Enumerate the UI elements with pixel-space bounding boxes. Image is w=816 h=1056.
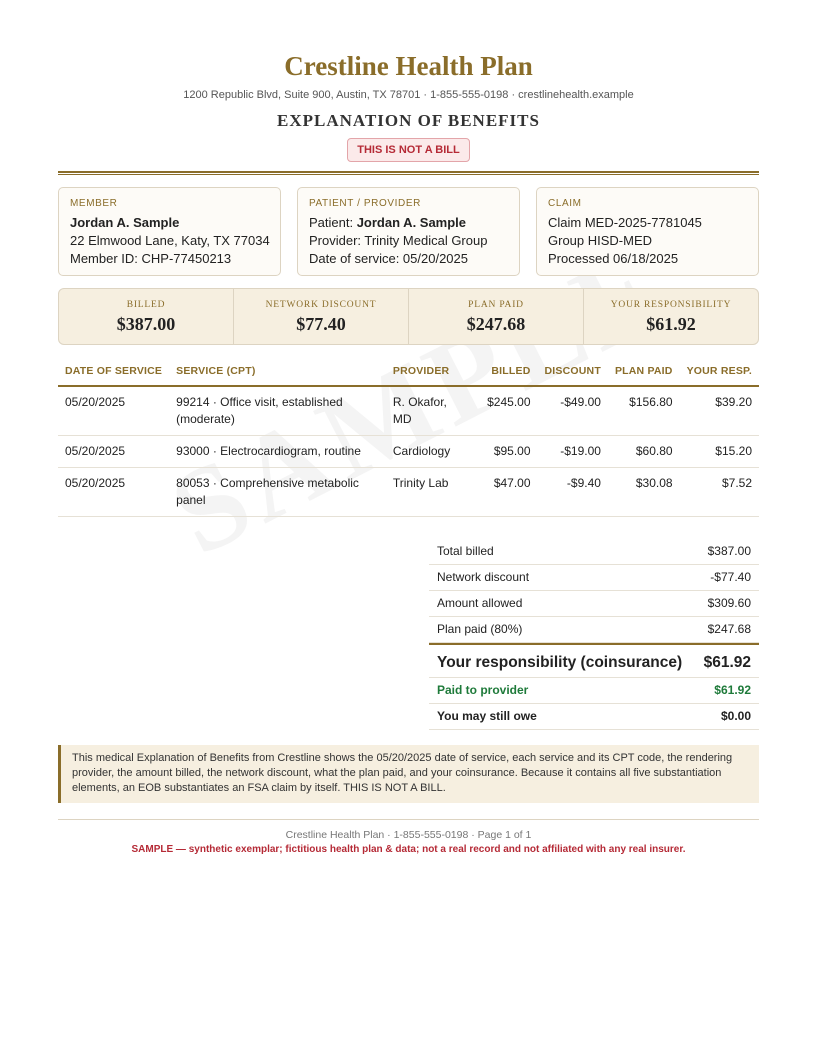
cell-your-resp: $15.20 (680, 436, 759, 468)
page-footer (58, 819, 759, 857)
member-id: Member ID: CHP-77450213 (70, 251, 232, 266)
summary-plan-paid (429, 617, 759, 643)
summary-amount-allowed (429, 591, 759, 617)
total-plan-paid-label: PLAN PAID (468, 300, 524, 310)
total-your-responsibility (584, 289, 758, 344)
cell-provider: R. Okafor, MD (386, 386, 471, 436)
total-discount-label: NETWORK DISCOUNT (265, 300, 377, 310)
summary-value: $0.00 (720, 709, 751, 723)
plan-address: 1200 Republic Blvd, Suite 900, Austin, TX 78701 · 1-855-555-0198 · crestlinehealth.example (183, 89, 634, 101)
summary-label: Amount allowed (437, 596, 523, 610)
cell-discount: -$49.00 (538, 386, 608, 436)
date-of-service: Date of service: 05/20/2025 (309, 251, 468, 266)
total-billed (59, 289, 234, 344)
plan-name: Crestline Health Plan (284, 51, 533, 81)
cell-discount: -$9.40 (538, 468, 608, 517)
total-resp-label: YOUR RESPONSIBILITY (610, 300, 732, 310)
eob-explanation-note: This medical Explanation of Benefits from Crestline shows the 05/20/2025 date of service, each service and its CPT code, the rendering provider, the amount billed, the network discount, what the plan paid, and your coinsurance. Because it contains all five substantiation elements, an EOB substantiates an FSA claim by itself. THIS IS NOT A BILL. (58, 745, 759, 803)
col-date: DATE OF SERVICE (58, 361, 169, 386)
claim-summary (429, 539, 759, 730)
summary-value: $61.92 (714, 683, 751, 697)
member-card-label: MEMBER (70, 198, 118, 209)
cell-billed: $47.00 (471, 468, 537, 517)
cell-provider: Cardiology (386, 436, 471, 468)
summary-value: $61.92 (703, 654, 751, 671)
table-row (58, 436, 759, 468)
total-plan-paid (409, 289, 584, 344)
summary-label: Paid to provider (437, 683, 529, 697)
table-header-row (58, 361, 759, 386)
cell-your-resp: $7.52 (680, 468, 759, 517)
summary-still-owe (429, 704, 759, 730)
header-divider (58, 171, 759, 175)
cell-billed: $245.00 (471, 386, 537, 436)
claim-number: Claim MED-2025-7781045 (548, 215, 702, 230)
summary-label: Total billed (437, 544, 494, 558)
eob-page (58, 0, 759, 857)
document-title: EXPLANATION OF BENEFITS (277, 111, 540, 130)
summary-label: You may still owe (437, 709, 537, 723)
cell-billed: $95.00 (471, 436, 537, 468)
cell-your-resp: $39.20 (680, 386, 759, 436)
col-plan-paid: PLAN PAID (608, 361, 680, 386)
cell-discount: -$19.00 (538, 436, 608, 468)
total-plan-paid-value: $247.68 (466, 314, 526, 334)
processed-date: Processed 06/18/2025 (548, 251, 679, 266)
total-billed-value: $387.00 (116, 314, 176, 334)
col-service: SERVICE (CPT) (169, 361, 386, 386)
patient-provider-card (297, 187, 520, 276)
cell-service: 80053 · Comprehensive metabolic panel (169, 468, 386, 517)
summary-paid-to-provider (429, 678, 759, 704)
total-discount-value: $77.40 (296, 314, 346, 334)
sample-disclaimer: SAMPLE — synthetic exemplar; fictitious health plan & data; not a real record and not affiliated with any real insurer. (131, 844, 686, 855)
not-a-bill-badge: THIS IS NOT A BILL (347, 138, 469, 162)
summary-value: $247.68 (707, 622, 751, 636)
cell-plan-paid: $60.80 (608, 436, 680, 468)
totals-bar (58, 288, 759, 345)
cell-date: 05/20/2025 (58, 436, 169, 468)
member-name: Jordan A. Sample (70, 215, 180, 230)
col-your-resp: YOUR RESP. (680, 361, 759, 386)
col-provider: PROVIDER (386, 361, 471, 386)
info-cards (58, 187, 759, 276)
summary-value: $309.60 (707, 596, 751, 610)
member-address: 22 Elmwood Lane, Katy, TX 77034 (70, 233, 270, 248)
col-billed: BILLED (471, 361, 537, 386)
col-discount: DISCOUNT (538, 361, 608, 386)
summary-value: -$77.40 (710, 570, 751, 584)
summary-your-responsibility (429, 643, 759, 678)
cell-date: 05/20/2025 (58, 386, 169, 436)
total-network-discount (234, 289, 409, 344)
member-card (58, 187, 281, 276)
group-number: Group HISD-MED (548, 233, 653, 248)
total-billed-label: BILLED (126, 300, 166, 310)
footer-contact: Crestline Health Plan · 1-855-555-0198 · Page 1 of 1 (285, 829, 532, 841)
patient-card-label: PATIENT / PROVIDER (309, 198, 421, 209)
summary-label: Your responsibility (coinsurance) (437, 654, 683, 671)
cell-date: 05/20/2025 (58, 468, 169, 517)
provider-name: Provider: Trinity Medical Group (309, 233, 488, 248)
summary-total-billed (429, 539, 759, 565)
cell-service: 93000 · Electrocardiogram, routine (169, 436, 386, 468)
cell-service: 99214 · Office visit, established (moderate) (169, 386, 386, 436)
document-header (58, 0, 759, 162)
table-row (58, 468, 759, 517)
cell-plan-paid: $156.80 (608, 386, 680, 436)
summary-label: Network discount (437, 570, 530, 584)
claim-card-label: CLAIM (548, 198, 582, 209)
summary-label: Plan paid (80%) (437, 622, 523, 636)
table-row (58, 386, 759, 436)
cell-plan-paid: $30.08 (608, 468, 680, 517)
cell-provider: Trinity Lab (386, 468, 471, 517)
summary-network-discount (429, 565, 759, 591)
total-resp-value: $61.92 (646, 314, 696, 334)
claim-card (536, 187, 759, 276)
patient-name: Jordan A. Sample (356, 215, 467, 230)
summary-value: $387.00 (707, 544, 751, 558)
patient-prefix: Patient: (309, 215, 357, 230)
service-lines-table (58, 361, 759, 517)
